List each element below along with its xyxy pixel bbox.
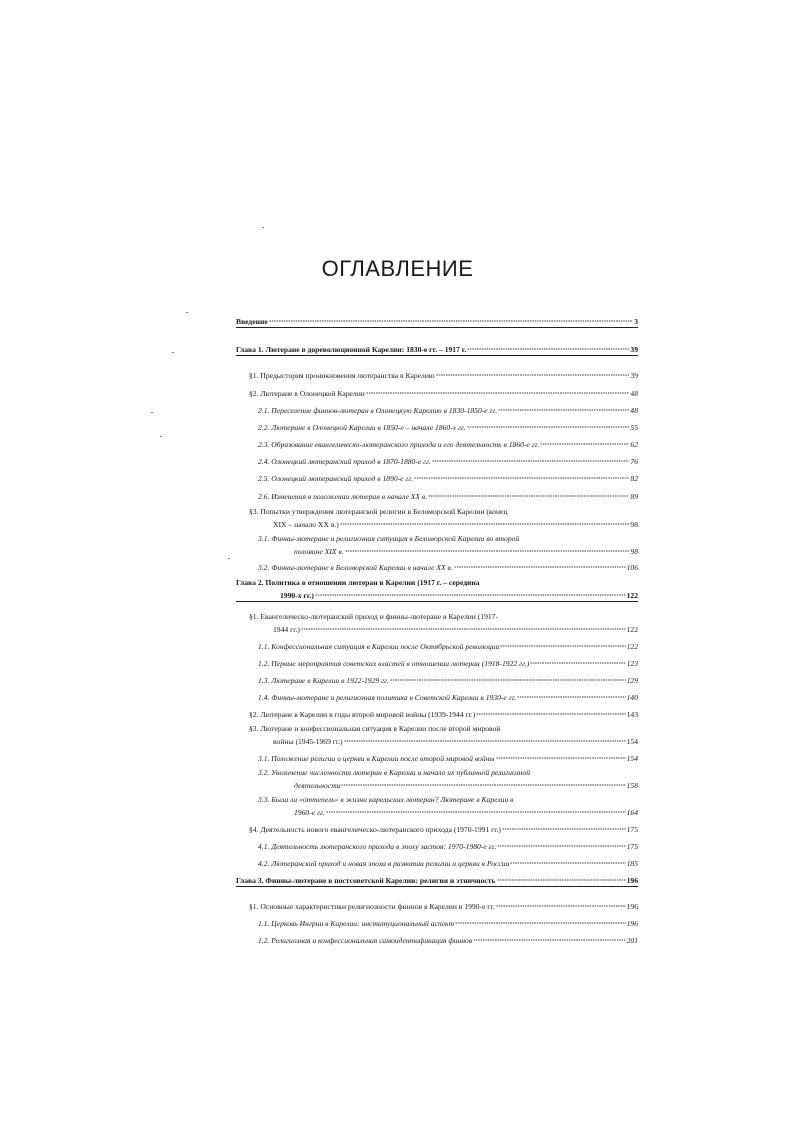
toc-page-number: 122 bbox=[626, 642, 638, 651]
toc-entry-title: §1. Евангелическо-лютеранский приход и финны-лютеране в Карелии (1917- bbox=[249, 612, 499, 621]
toc-page-number: 196 bbox=[626, 919, 638, 928]
dot-leader bbox=[366, 386, 630, 396]
toc-entry bbox=[236, 420, 638, 433]
toc-entry-title: 1.4. Финны-лютеране и религиозная политика в Советской Карелии в 1930-е гг. bbox=[258, 693, 517, 702]
toc-page-number: 175 bbox=[626, 825, 638, 834]
toc-entry-title: 3.2. Финны-лютеране в Беломорской Карелии в начале XX в. bbox=[258, 563, 453, 572]
toc-entry-title: 1.3. Лютеране в Карелии в 1922-1929 гг. bbox=[258, 676, 389, 685]
toc-entry-title: 2.6. Изменения в положении лютеран в начале XX в. bbox=[258, 492, 428, 501]
toc-entry-title: деятельности bbox=[294, 781, 341, 790]
dot-leader bbox=[428, 489, 629, 499]
toc-page-number: 3 bbox=[634, 317, 638, 326]
dot-leader bbox=[540, 437, 629, 447]
dot-leader bbox=[454, 560, 626, 570]
dot-leader bbox=[455, 916, 626, 926]
toc-page-number: 196 bbox=[626, 876, 638, 885]
dot-leader bbox=[467, 420, 630, 430]
toc-page-number: 175 bbox=[626, 842, 638, 851]
toc-entry-title: 2.4. Олонецкий лютеранский приход в 1870-1880-е гг. bbox=[258, 457, 431, 466]
scan-speck bbox=[151, 412, 153, 413]
toc-entry bbox=[236, 639, 638, 652]
toc-entry bbox=[236, 560, 638, 573]
toc-entry-title: 4.2. Лютеранский приход и новая эпоха в развитии религии и церкви в России bbox=[258, 859, 510, 868]
toc-entry-title: 2.3. Образование евангелическо-лютеранского прихода и его деятельность в 1860-е гг. bbox=[258, 440, 540, 449]
dot-leader bbox=[344, 734, 626, 744]
separator-rule bbox=[236, 601, 638, 602]
toc-page-number: 48 bbox=[630, 406, 638, 415]
dot-leader bbox=[341, 778, 625, 788]
toc-page-number: 62 bbox=[630, 440, 638, 449]
toc-entry bbox=[236, 578, 638, 601]
toc-page-number: 196 bbox=[626, 902, 638, 911]
toc-page-number: 140 bbox=[626, 693, 638, 702]
toc-entry-title: 1.2. Религиозная и конфессиональная самоидентификация финнов bbox=[258, 936, 473, 945]
toc-entry bbox=[236, 673, 638, 686]
dot-leader bbox=[497, 873, 626, 883]
dot-leader bbox=[390, 673, 626, 683]
toc-entry bbox=[236, 707, 638, 720]
toc-page-number: 122 bbox=[626, 625, 638, 634]
toc-entry bbox=[236, 507, 638, 530]
toc-entry bbox=[236, 724, 638, 747]
toc-entry bbox=[236, 314, 638, 327]
scan-speck bbox=[172, 352, 174, 353]
toc-page-number: 98 bbox=[630, 520, 638, 529]
toc-page-number: 98 bbox=[630, 547, 638, 556]
separator-rule bbox=[236, 327, 638, 328]
dot-leader bbox=[517, 690, 625, 700]
toc-entry bbox=[236, 437, 638, 450]
toc-page-number: 154 bbox=[626, 754, 638, 763]
toc-entry-title: 4.1. Деятельность лютеранского прихода в эпоху застоя: 1970-1980-е гг. bbox=[258, 842, 497, 851]
toc-entry bbox=[236, 751, 638, 764]
separator-rule bbox=[236, 886, 638, 887]
toc-entry-title: §2. Лютеране в Карелии в годы второй мировой войны (1939-1944 гг.) bbox=[249, 710, 476, 719]
toc-entry bbox=[236, 534, 638, 557]
toc-entry bbox=[236, 386, 638, 399]
toc-entry-title: Глава 3. Финны-лютеране в постсоветской Карелии: религия и этничность bbox=[236, 876, 496, 885]
toc-page-number: 201 bbox=[626, 936, 638, 945]
toc-entry-title: §3. Попытки утверждения лютеранской религии в Беломорской Карелии (конец bbox=[249, 507, 508, 516]
toc-entry-title: половине XIX в. bbox=[294, 547, 344, 556]
toc-entry bbox=[236, 899, 638, 912]
toc-entry-title: Введение bbox=[236, 317, 268, 326]
toc-page-number: 129 bbox=[626, 676, 638, 685]
toc-entry bbox=[236, 690, 638, 703]
toc-entry-title: §1. Основные характеристики религиозности финнов в Карелии в 1990-е гг. bbox=[249, 902, 495, 911]
dot-leader bbox=[498, 403, 629, 413]
toc-entry-title: 2.2. Лютеране в Олонецкой Карелии в 1850-е – начале 1860-х гг. bbox=[258, 423, 466, 432]
scan-speck bbox=[186, 312, 188, 313]
toc-page-number: 122 bbox=[626, 591, 638, 600]
toc-entry-title: §1. Предыстория проникновения лютеранства в Карелию bbox=[249, 371, 435, 380]
toc-entry-title: §2. Лютеране в Олонецкой Карелии bbox=[249, 389, 365, 398]
toc-page-number: 123 bbox=[626, 659, 638, 668]
toc-entry-title: 1944 гг.) bbox=[273, 625, 300, 634]
toc-entry-title: Глава 2. Политика в отношении лютеран в Карелии (1917 г. – середина bbox=[236, 578, 480, 587]
dot-leader bbox=[432, 454, 630, 464]
toc-page-number: 185 bbox=[626, 859, 638, 868]
toc-entry-title: §4. Деятельность нового евангелическо-лютеранского прихода (1970-1991 гг.) bbox=[249, 825, 501, 834]
toc-entry-title: 2.5. Олонецкий лютеранский приход в 1890-е гг. bbox=[258, 474, 414, 483]
dot-leader bbox=[500, 639, 625, 649]
toc-entry-title: 1.2. Первые мероприятия советских властей в отношении лютеран (1918-1922 гг.) bbox=[258, 659, 530, 668]
scan-speck bbox=[160, 436, 162, 437]
toc-entry bbox=[236, 873, 638, 886]
toc-entry-title: 1.1. Конфессиональная ситуация в Карелии после Октябрьской революции bbox=[258, 642, 500, 651]
toc-entry-title: XIX – начало XX в.) bbox=[273, 520, 339, 529]
toc-entry-title: §3. Лютеране и конфессиональная ситуация в Карелии после второй мировой bbox=[249, 724, 501, 733]
toc-entry-title: 3.3. Была ли «оттепель» в жизни карельских лютеран? Лютеране в Карелии в bbox=[258, 795, 514, 804]
toc-entry bbox=[236, 916, 638, 929]
dot-leader bbox=[473, 933, 625, 943]
dot-leader bbox=[496, 751, 626, 761]
toc-entry bbox=[236, 342, 638, 355]
toc-page-number: 76 bbox=[630, 457, 638, 466]
toc-entry bbox=[236, 768, 638, 791]
toc-entry bbox=[236, 489, 638, 502]
dot-leader bbox=[326, 805, 626, 815]
toc-page-number: 158 bbox=[626, 781, 638, 790]
toc-page-number: 39 bbox=[630, 371, 638, 380]
dot-leader bbox=[315, 588, 626, 598]
dot-leader bbox=[510, 856, 625, 866]
toc-entry bbox=[236, 368, 638, 381]
toc-entry-title: 1960-е гг. bbox=[294, 808, 325, 817]
toc-entry-title: войны (1945-1969 гг.) bbox=[273, 737, 343, 746]
dot-leader bbox=[301, 622, 626, 632]
dot-leader bbox=[497, 839, 625, 849]
dot-leader bbox=[340, 517, 630, 527]
toc-page-number: 89 bbox=[630, 492, 638, 501]
toc-entry bbox=[236, 612, 638, 635]
toc-entry bbox=[236, 471, 638, 484]
dot-leader bbox=[414, 471, 629, 481]
toc-entry-title: 3.1. Положение религии и церкви в Карелии после второй мировой войны bbox=[258, 754, 495, 763]
dot-leader bbox=[269, 314, 633, 324]
dot-leader bbox=[436, 368, 630, 378]
toc-entry bbox=[236, 933, 638, 946]
toc-page-number: 154 bbox=[626, 737, 638, 746]
toc-entry bbox=[236, 822, 638, 835]
scan-speck bbox=[262, 227, 264, 228]
toc-entry bbox=[236, 856, 638, 869]
toc-page-number: 106 bbox=[626, 563, 638, 572]
dot-leader bbox=[530, 656, 625, 666]
dot-leader bbox=[467, 342, 629, 352]
scan-speck bbox=[228, 558, 230, 559]
toc-page-number: 48 bbox=[630, 389, 638, 398]
dot-leader bbox=[345, 544, 630, 554]
toc-page-number: 55 bbox=[630, 423, 638, 432]
dot-leader bbox=[476, 707, 625, 717]
toc-entry-title: 1.1. Церковь Ингрии в Карелии: институциональный аспект bbox=[258, 919, 454, 928]
toc-page-number: 164 bbox=[626, 808, 638, 817]
toc-entry-title: 3.2. Увеличение численности лютеран в Карелии и начало их публичной религиозной bbox=[258, 768, 530, 777]
toc-entry bbox=[236, 795, 638, 818]
separator-rule bbox=[236, 355, 638, 356]
toc-entry bbox=[236, 656, 638, 669]
page-title: ОГЛАВЛЕНИЕ bbox=[321, 256, 474, 281]
toc-entry-title: 1990-х гг.) bbox=[280, 591, 314, 600]
toc-entry-title: 2.1. Переселение финнов-лютеран в Олонецкую Карелию в 1830-1850-е гг. bbox=[258, 406, 498, 415]
toc-entry bbox=[236, 454, 638, 467]
toc-page-number: 143 bbox=[626, 710, 638, 719]
toc-page-number: 39 bbox=[630, 345, 638, 354]
toc-page-number: 82 bbox=[630, 474, 638, 483]
toc-entry bbox=[236, 839, 638, 852]
dot-leader bbox=[502, 822, 626, 832]
dot-leader bbox=[496, 899, 626, 909]
toc-entry-title: Глава 1. Лютеране в дореволюционной Карелии: 1830-е гг. – 1917 г. bbox=[236, 345, 467, 354]
toc-entry-title: 3.1. Финны-лютеране и религиозная ситуация в Беломорской Карелии во второй bbox=[258, 534, 520, 543]
toc-entry bbox=[236, 403, 638, 416]
